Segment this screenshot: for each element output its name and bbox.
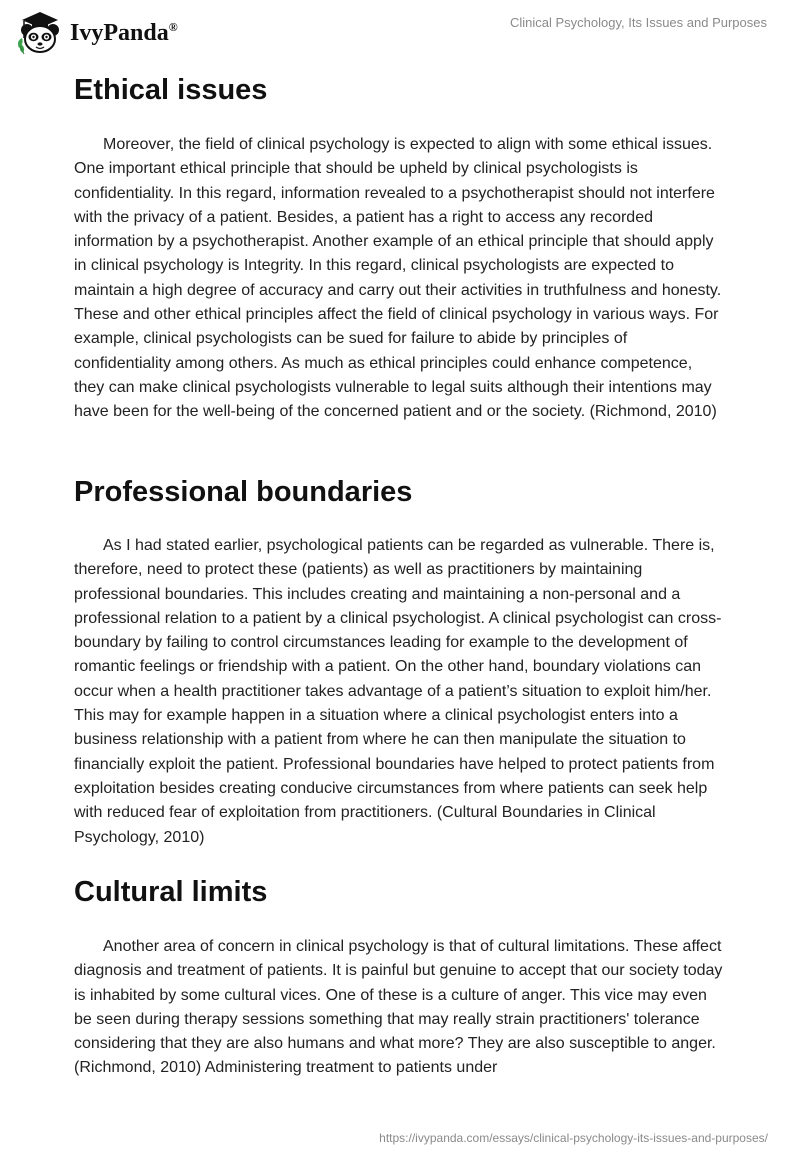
section-heading-ethical-issues: Ethical issues [74,74,268,106]
section-heading-professional-boundaries: Professional boundaries [74,476,413,508]
ivypanda-logo[interactable] [14,8,178,56]
document-title: Clinical Psychology, Its Issues and Purposes [510,15,767,30]
footer-url[interactable]: https://ivypanda.com/essays/clinical-psychology-its-issues-and-purposes/ [379,1131,768,1145]
section-heading-cultural-limits: Cultural limits [74,876,268,908]
panda-graduate-icon [14,8,66,56]
section-paragraph-cultural-limits: Another area of concern in clinical psychology is that of cultural limitations. These affect diagnosis and treatment of patients. It is painful but genuine to accept that our society today is inhabited by some cultural vices. One of these is a culture of anger. This vice may even be seen during therapy sessions something that may really strain practitioners' tolerance considering that they are also humans and what more? They are also susceptible to anger. (Richmond, 2010) Administering treatment to patients under [74,938,723,1077]
section-paragraph-professional-boundaries: As I had stated earlier, psychological patients can be regarded as vulnerable. There is, therefore, need to protect these (patients) as well as practitioners by maintaining professional boundaries. This includes creating and maintaining a non-personal and a professional relation to a patient by a clinical psychologist. A clinical psychologist can cross-boundary by failing to control circumstances leading for example to the development of romantic feelings or friendship with a patient. On the other hand, boundary violations can occur when a health practitioner takes advantage of a patient’s situation to exploit him/her. This may for example happen in a situation where a clinical psychologist enters into a business relationship with a patient from where he can then manipulate the situation to financially exploit the patient. Professional boundaries have helped to protect patients from exploitation besides creating conducive circumstances from where patients can seek help with reduced fear of exploitation from practitioners. (Cultural Boundaries in Clinical Psychology, 2010) [74,537,722,846]
logo-wordmark: IvyPanda® [70,19,178,46]
section-paragraph-ethical-issues: Moreover, the field of clinical psychology is expected to align with some ethical issues. One important ethical principle that should be upheld by clinical psychologists is confidentiality. In this regard, information revealed to a psychotherapist should not interfere with the privacy of a patient. Besides, a patient has a right to access any recorded information by a psychotherapist. Another example of an ethical principle that should apply in clinical psychology is Integrity. In this regard, clinical psychologists are expected to maintain a high degree of accuracy and carry out their activities in truthfulness and honesty. These and other ethical principles affect the field of clinical psychology in various ways. For example, clinical psychologists can be sued for failure to abide by principles of confidentiality among others. As much as ethical principles could enhance competence, they can make clinical psychologists vulnerable to legal suits although their intentions may have been for the well-being of the concerned patient and or the society. (Richmond, 2010) [74,136,722,421]
page-header [0,0,800,60]
